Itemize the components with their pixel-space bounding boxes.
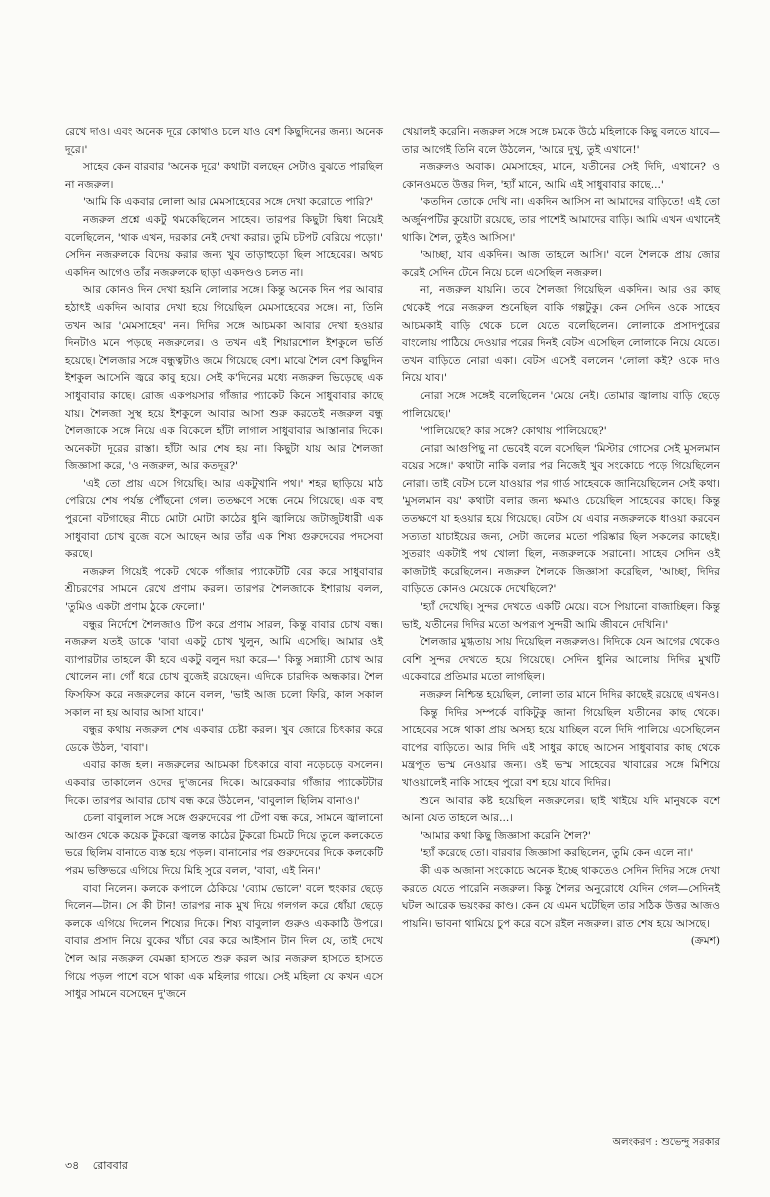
magazine-name: রোববার: [92, 1159, 128, 1172]
paragraph: আর কোনও দিন দেখা হয়নি লোলার সঙ্গে। কিন্তু অনেক দিন পর আবার হঠাৎই একদিন আবার দেখা হয়ে গিয়েছিল মেমসাহেবের সঙ্গে। না, তিনি তখন আর 'মেমসাহেব' নন। দিদির সঙ্গে আচমকা আবার দেখা হওয়ার দিনটাও মনে পড়ছে নজরুলের। ও তখন এই শিয়ারশোল ইশকুলে ভর্তি হয়েছে। শৈলজার সঙ্গে বন্ধুত্বটাও জমে গিয়েছে বেশ। মাঝে শৈল বেশ কিছুদিন ইশকুল আসেনি জ্বরে কাবু হয়ে। সেই ক'দিনের মধ্যে নজরুল ভিড়েছে এক সাধুবাবার কাছে। রোজ একপয়সার গাঁজার প্যাকেট কিনে সাধুবাবার কাছে যায়। শৈলজা সুস্থ হয়ে ইশকুলে আবার আসা শুরু করতেই নজরুল বন্ধু শৈলজাকে সঙ্গে নিয়ে এক বিকেলে হাঁটা লাগাল সাধুবাবার আস্তানার দিকে। অনেকটা দূরের রাস্তা। হাঁটা আর শেষ হয় না। কিছুটা যায় আর শৈলজা জিজ্ঞাসা করে, 'ও নজরুল, আর কতদূর?': [65, 284, 383, 473]
paragraph: রেখে দাও। এবং অনেক দূরে কোথাও চলে যাও বেশ কিছুদিনের জন্য। অনেক দূরে।': [65, 126, 383, 156]
paragraph: খেয়ালই করেনি। নজরুল সঙ্গে সঙ্গে চমকে উঠে মহিলাকে কিছু বলতে যাবে—তার আগেই তিনি বলে উঠলেন, 'আরে দুখু, তুই এখানে!': [402, 126, 720, 156]
article-column-left: [65, 124, 383, 1004]
paragraph: না, নজরুল যায়নি। তবে শৈলজা গিয়েছিল একদিন। আর ওর কাছ থেকেই পরে নজরুল শুনেছিল বাকি গল্পটুকু। কেন সেদিন ওকে সাহেব আচমকাই বাড়ি থেকে চলে যেতে বলেছিলেন। লোলাকে প্রসাদপুরের বাংলোয় পাঠিয়ে দেওয়ার পরের দিনই বেটস এসেছিল লোলাকে নিয়ে যেতে। তখন বাড়িতে নোরা একা। বেটস এসেই বললেন 'লোলা কই? ওকে দাও নিয়ে যাব।': [402, 284, 720, 385]
paragraph: 'হ্যাঁ দেখেছি। সুন্দর দেখতে একটি মেয়ে। বসে পিয়ানো বাজাচ্ছিল। কিন্তু ভাই, যতীনের দিদির মতো অপরূপ সুন্দরী আমি জীবনে দেখিনি।': [402, 601, 720, 631]
paragraph: 'আমি কি একবার লোলা আর মেমসাহেবের সঙ্গে দেখা করোতে পারি?': [83, 196, 374, 209]
paragraph: বাবা নিলেন। কলকে কপালে ঠেকিয়ে 'ব্যোম ভোলে' বলে হুংকার ছেড়ে দিলেন—টান। সে কী টান! তারপর নাক মুখ দিয়ে গলগল করে ধোঁয়া ছেড়ে কলকে এগিয়ে দিলেন শিষ্যের দিকে। শিষ্য বাবুলাল গুরুও এককাঠি উপরে। বাবার প্রসাদ নিয়ে বুকের খাঁচা বের করে আইসান টান দিল যে, তাই দেখে শৈল আর নজরুল বেমক্কা হাসতে শুরু করল আর নজরুল হাসতে হাসতে গিয়ে পড়ল পাশে বসে থাকা এক মহিলার গায়ে। সেই মহিলা যে কখন এসে সাধুর সামনে বসেছেন দু'জনে: [65, 882, 383, 1001]
paragraph: (ক্রমশ): [690, 935, 720, 948]
illustration-credit: অলংকরণ : শুভেন্দু সরকার: [612, 1137, 720, 1148]
paragraph: এবার কাজ হল। নজরুলের আচমকা চিৎকারে বাবা নড়েচড়ে বসলেন। একবার তাকালেন ওদের দু'জনের দিকে। আরেকবার গাঁজার প্যাকেটটার দিকে। তারপর আবার চোখ বন্ধ করে উঠলেন, 'বাবুলাল ছিলিম বানাও।': [65, 759, 383, 807]
paragraph: 'কতদিন তোকে দেখি না। একদিন আসিস না আমাদের বাড়িতে! এই তো অর্জুনপটির কুয়োটা রয়েছে, তার পাশেই আমাদের বাড়ি। আমি এখন এখানেই থাকি। শৈল, তুইও আসিস।': [402, 196, 720, 244]
page-number: ৩৪: [65, 1159, 80, 1172]
article-column-right: [402, 124, 720, 951]
paragraph: বন্ধুর কথায় নজরুল শেষ একবার চেষ্টা করল। খুব জোরে চিৎকার করে ডেকে উঠল, 'বাবা'।: [65, 724, 383, 754]
paragraph: নজরুল গিয়েই পকেট থেকে গাঁজার প্যাকেটটি বের করে সাধুবাবার শ্রীচরণের সামনে রেখে প্রণাম করল। তারপর শৈলজাকে ইশারায় বলল, 'তুমিও একটা প্রণাম ঠুকে ফেলো।': [65, 565, 383, 614]
paragraph: কিন্তু দিদির সম্পর্কে বাকিটুকু জানা গিয়েছিল যতীনের কাছ থেকে। সাহেবের সঙ্গে থাকা প্রায় অসহ্য হয়ে যাচ্ছিল বলে দিদি পালিয়ে এসেছিলেন বাপের বাড়িতে। আর দিদি এই সাধুর কাছে আসেন সাধুবাবার কাছ থেকে মন্ত্রপূত ভস্ম নেওয়ার জন্য। ওই ভস্ম সাহেবের খাবারের সঙ্গে মিশিয়ে খাওয়ালেই নাকি সাহেব পুরো বশ হয়ে যাবে দিদির।: [402, 706, 720, 789]
paragraph: নজরুল নিশ্চিন্ত হয়েছিল, লোলা তার মানে দিদির কাছেই রয়েছে এখনও।: [420, 689, 720, 701]
paragraph: 'পালিয়েছে? কার সঙ্গে? কোথায় পালিয়েছে?': [420, 425, 607, 438]
paragraph: 'আমার কথা কিছু জিজ্ঞাসা করেনি শৈল?': [420, 829, 591, 842]
paragraph: 'এই তো প্রায় এসে গিয়েছি। আর একটুখানি পথ।' শহর ছাড়িয়ে মাঠ পেরিয়ে শেষ পর্যন্ত পৌঁছনো গেল। ততক্ষণে সন্ধে নেমে গিয়েছে। এক বহু পুরনো বটগাছের নীচে মোটা মোটা কাঠের ধুনি জ্বালিয়ে জটাজুটধারী এক সাধুবাবা চোখ বুজে বসে আছেন আর তাঁর এক শিষ্য গুরুদেবের পদসেবা করছে।: [65, 477, 383, 561]
paragraph: শুনে আবার কষ্ট হয়েছিল নজরুলের। ছাই খাইয়ে যদি মানুষকে বশে আনা যেত তাহলে আর...।: [402, 794, 720, 825]
paragraph: শৈলজার মুগ্ধতায় সায় দিয়েছিল নজরুলও। দিদিকে যেন আগের থেকেও বেশি সুন্দর দেখতে হয়ে গিয়েছে। সেদিন ধুনির আলোয় দিদির মুখটি একেবারে প্রতিমার মতো লাগছিল।: [402, 636, 720, 684]
paragraph: বন্ধুর নির্দেশে শৈলজাও টিপ করে প্রণাম সারল, কিন্তু বাবার চোখ বন্ধ। নজরুল যতই ডাকে 'বাবা একটু চোখ খুলুন, আমি এসেছি। আমার ওই ব্যাপারটার তাহলে কী হবে একটু বলুন দয়া করে—' কিন্তু সন্ন্যাসী চোখ আর খোলেন না। গোঁ ধরে চোখ বুজেই রয়েছেন। এদিকে চারদিক অন্ধকার। শৈল ফিসফিস করে নজরুলের কানে বলল, 'ভাই আজ চলো ফিরি, কাল সকাল সকাল না হয় আবার আসা যাবে।': [65, 618, 383, 719]
paragraph: 'আচ্ছা, যাব একদিন। আজ তাহলে আসি।' বলে শৈলকে প্রায় জোর করেই সেদিন টেনে নিয়ে চলে এসেছিল নজরুল।: [402, 249, 720, 279]
paragraph: নজরুলও অবাক। মেমসাহেব, মানে, যতীনের সেই দিদি, এখানে? ও কোনওমতে উত্তর দিল, 'হ্যাঁ মানে, আমি এই সাধুবাবার কাছে...': [402, 161, 720, 191]
paragraph: সাহেব কেন বারবার 'অনেক দূরে' কথাটা বলছেন সেটাও বুঝতে পারছিল না নজরুল।: [65, 161, 383, 191]
paragraph: চেলা বাবুলাল সঙ্গে সঙ্গে গুরুদেবের পা টেপা বন্ধ করে, সামনে জ্বালানো আগুন থেকে কয়েক টুকরো জ্বলন্ত কাঠের টুকরো চিমটে দিয়ে তুলে কলকেতে ভরে ছিলিম বানাতে ব্যস্ত হয়ে পড়ল। বানানোর পর গুরুদেবের দিকে কলকেটি পরম ভক্তিভরে এগিয়ে দিয়ে মিহি সুরে বলল, 'বাবা, এই নিন।': [65, 812, 383, 877]
paragraph: নোরা আগুপিছু না ভেবেই বলে বসেছিল 'মিস্টার গোসের সেই মুসলমান বয়ের সঙ্গে।' কথাটা নাকি বলার পর নিজেই খুব সংকোচে পড়ে গিয়েছিলেন নোরা। তাই বেটস চলে যাওয়ার পর গার্ড সাহেবকে জানিয়েছিলেন সেই কথা। 'মুসলমান বয়' কথাটা বলার জন্য ক্ষমাও চেয়েছিল সাহেবের কাছে। কিন্তু ততক্ষণে যা হওয়ার হয়ে গিয়েছে। বেটস যে এবার নজরুলকে ধাওয়া করবেন সত্যতা যাচাইয়ের জন্য, সেটা জলের মতো পরিষ্কার ছিল সকলের কাছেই। সুতরাং একটাই পথ খোলা ছিল, নজরুলকে সরানো। সাহেব সেদিন ওই কাজটাই করেছিলেন। নজরুল শৈলকে জিজ্ঞাসা করেছিল, 'আচ্ছা, দিদির বাড়িতে কোনও মেয়েকে দেখেছিলে?': [402, 442, 720, 596]
paragraph: নজরুল প্রশ্নে একটু থমকেছিলেন সাহেব। তারপর কিছুটা দ্বিধা নিয়েই বলেছিলেন, 'থাক এখন, দরকার নেই দেখা করার। তুমি চটপট বেরিয়ে পড়ো।' সেদিন নজরুলকে বিদেয় করার জন্য খুব তাড়াহুড়ো ছিল সাহেবের। অথচ একদিন আগেও তাঁর নজরুলকে ছাড়া একদণ্ডও চলত না।: [65, 213, 383, 279]
page-footer: [65, 1158, 138, 1174]
paragraph: নোরা সঙ্গে সঙ্গেই বলেছিলেন 'মেয়ে নেই। তোমার জ্বালায় বাড়ি ছেড়ে পালিয়েছে।': [402, 389, 720, 420]
paragraph: 'হ্যাঁ করেছে তো। বারবার জিজ্ঞাসা করছিলেন, তুমি কেন এলে না।': [420, 847, 694, 860]
paragraph: কী এক অজানা সংকোচে অনেক ইচ্ছে থাকতেও সেদিন দিদির সঙ্গে দেখা করতে যেতে পারেনি নজরুল। কিন্তু শৈলর অনুরোধে যেদিন গেল—সেদিনই ঘটল আরেক ভয়ংকর কাণ্ড। কেন যে এমন ঘটেছিল তার সঠিক উত্তর আজও পায়নি। ভাবনা থামিয়ে চুপ করে বসে রইল নজরুল। রাত শেষ হয়ে আসছে।: [402, 864, 720, 930]
